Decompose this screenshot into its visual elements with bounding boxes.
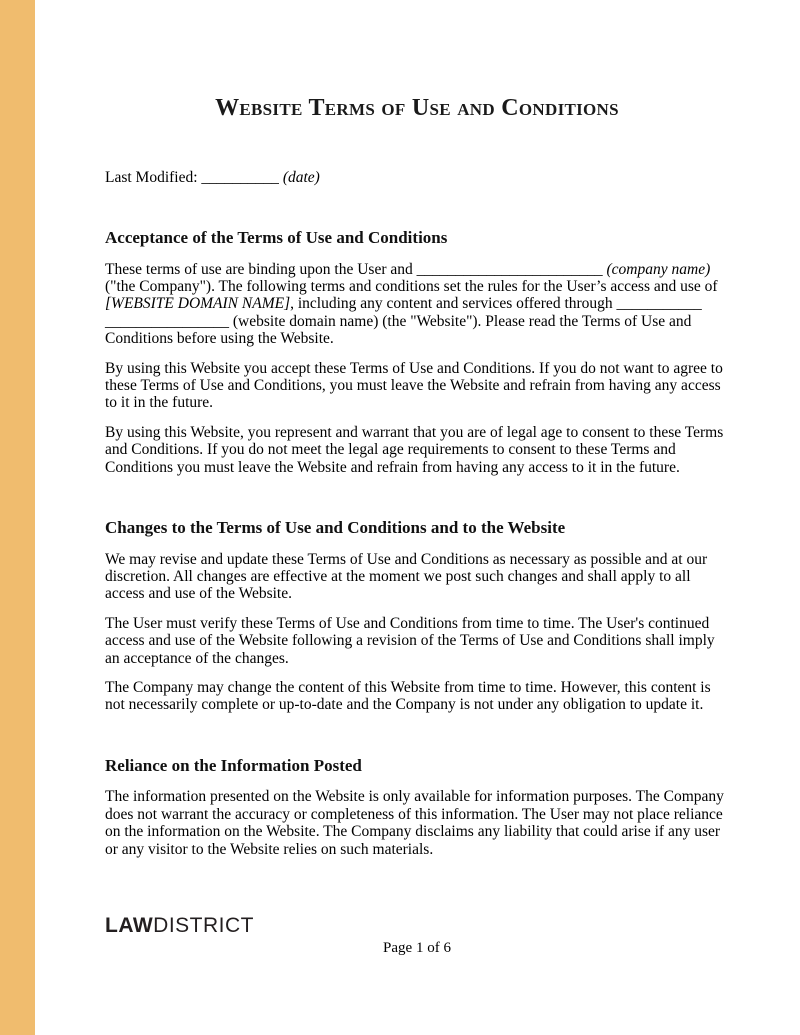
section-heading: Reliance on the Information Posted xyxy=(105,755,362,775)
paragraph: By using this Website you accept these Terms of Use and Conditions. If you do not want to agree to these Terms of Use and Conditions, you must leave the Website and refrain from having any access to it in the future. xyxy=(105,359,723,412)
section-reliance xyxy=(105,756,729,858)
paragraph: The User must verify these Terms of Use and Conditions from time to time. The User's continued access and use of the Website following a revision of the Terms of Use and Conditions shall imply an acceptance of the changes. xyxy=(105,614,715,667)
paragraph: By using this Website, you represent and warrant that you are of legal age to consent to these Terms and Conditions. If you do not meet the legal age requirements to consent to these Terms and Conditions you must leave the Website and refrain from having any access to it in the future. xyxy=(105,423,724,476)
logo-district-text: DISTRICT xyxy=(153,914,254,937)
accent-stripe xyxy=(0,0,35,1035)
paragraph: The information presented on the Website is only available for information purposes. The Company does not warrant the accuracy or completeness of this information. The User may not place reliance on the information on the Website. The Company disclaims any liability that could arise if any user or any visitor to the Website relies on such materials. xyxy=(105,788,724,858)
document-content xyxy=(105,0,729,870)
paragraph: We may revise and update these Terms of Use and Conditions as necessary as possible and at our discretion. All changes are effective at the moment we post such changes and shall apply to all access and use of the Website. xyxy=(105,550,708,603)
document-title: Website Terms of Use and Conditions xyxy=(215,95,619,121)
last-modified-line: Last Modified: __________ (date) xyxy=(105,168,320,186)
section-heading: Changes to the Terms of Use and Conditions and to the Website xyxy=(105,518,566,538)
lawdistrict-logo xyxy=(105,914,729,937)
paragraph: The Company may change the content of this Website from time to time. However, this content is not necessarily complete or up-to-date and the Company is not under any obligation to update it. xyxy=(105,679,711,714)
page-footer xyxy=(105,914,729,957)
section-changes xyxy=(105,518,729,714)
logo-law-text: LAW xyxy=(105,914,154,937)
section-heading: Acceptance of the Terms of Use and Conditions xyxy=(105,228,448,247)
page-number: Page 1 of 6 xyxy=(383,940,451,957)
paragraph: These terms of use are binding upon the User and ________________________ (company name) ("the Company"). The following terms and conditions set the rules for the User’s access and use of [WEBSITE DOMAIN NAME], including any content and services offered through ___________ ________________ (website domain name) (the "Website"). Please read the Terms of Use and Conditions before using the Website. xyxy=(105,260,718,348)
section-acceptance xyxy=(105,228,729,476)
